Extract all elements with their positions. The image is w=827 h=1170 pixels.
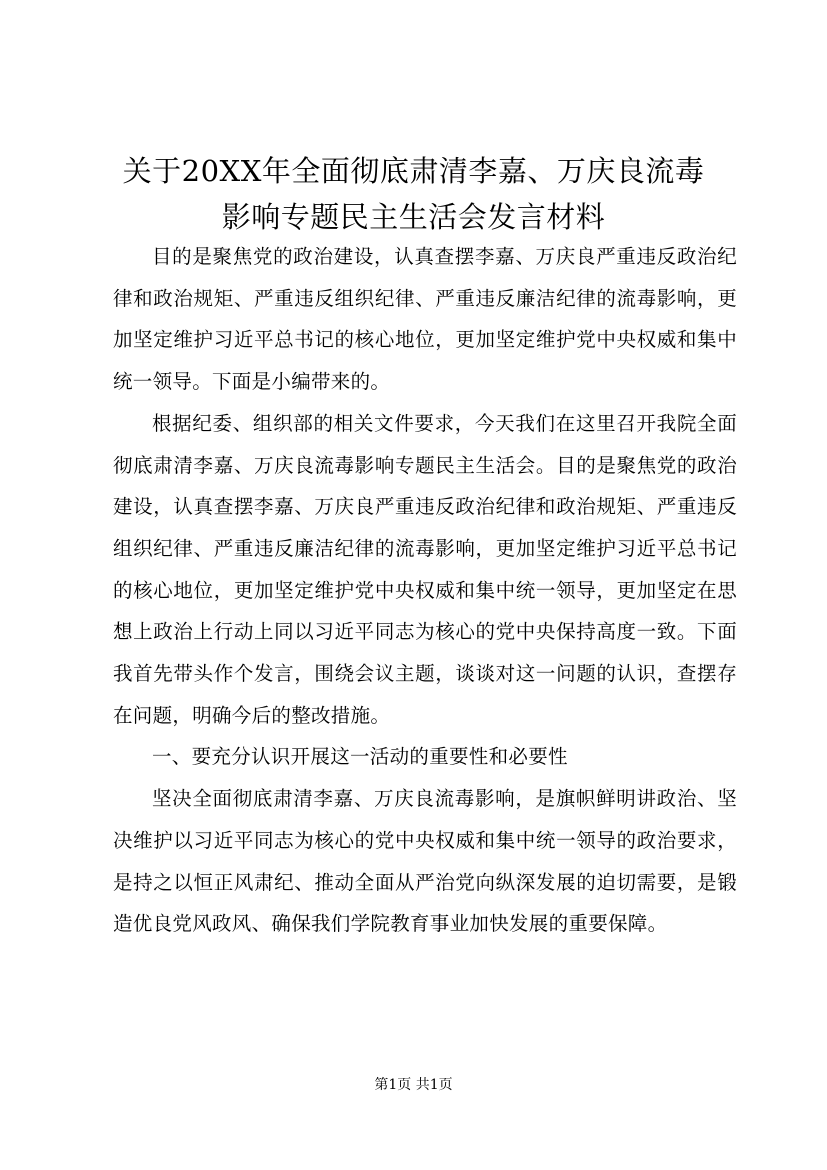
title-line-2: 影响专题民主生活会发言材料 xyxy=(221,200,606,234)
document-body xyxy=(113,236,737,945)
document-title xyxy=(100,148,727,240)
paragraph-section-1: 坚决全面彻底肃清李嘉、万庆良流毒影响，是旗帜鲜明讲政治、坚决维护以习近平同志为核心的党中央权威和集中统一领导的政治要求，是持之以恒正风肃纪、推动全面从严治党向纵深发展的迫切需要，是锻造优良党风政风、确保我们学院教育事业加快发展的重要保障。 xyxy=(113,787,737,936)
page-footer: 第1页 共1页 xyxy=(374,1077,453,1093)
title-line-1: 关于20XX年全面彻底肃清李嘉、万庆良流毒 xyxy=(122,154,705,188)
section-heading-1: 一、要充分认识开展这一活动的重要性和必要性 xyxy=(152,745,568,769)
paragraph-meeting: 根据纪委、组织部的相关文件要求，今天我们在这里召开我院全面彻底肃清李嘉、万庆良流毒影响专题民主生活会。目的是聚焦党的政治建设，认真查摆李嘉、万庆良严重违反政治纪律和政治规矩、严重违反组织纪律、严重违反廉洁纪律的流毒影响，更加坚定维护习近平总书记的核心地位，更加坚定维护党中央权威和集中统一领导，更加坚定在思想上政治上行动上同以习近平同志为核心的党中央保持高度一致。下面我首先带头作个发言，围绕会议主题，谈谈对这一问题的认识，查摆存在问题，明确今后的整改措施。 xyxy=(113,411,737,727)
paragraph-intro: 目的是聚焦党的政治建设，认真查摆李嘉、万庆良严重违反政治纪律和政治规矩、严重违反组织纪律、严重违反廉洁纪律的流毒影响，更加坚定维护习近平总书记的核心地位，更加坚定维护党中央权威和集中统一领导。下面是小编带来的。 xyxy=(113,245,737,394)
